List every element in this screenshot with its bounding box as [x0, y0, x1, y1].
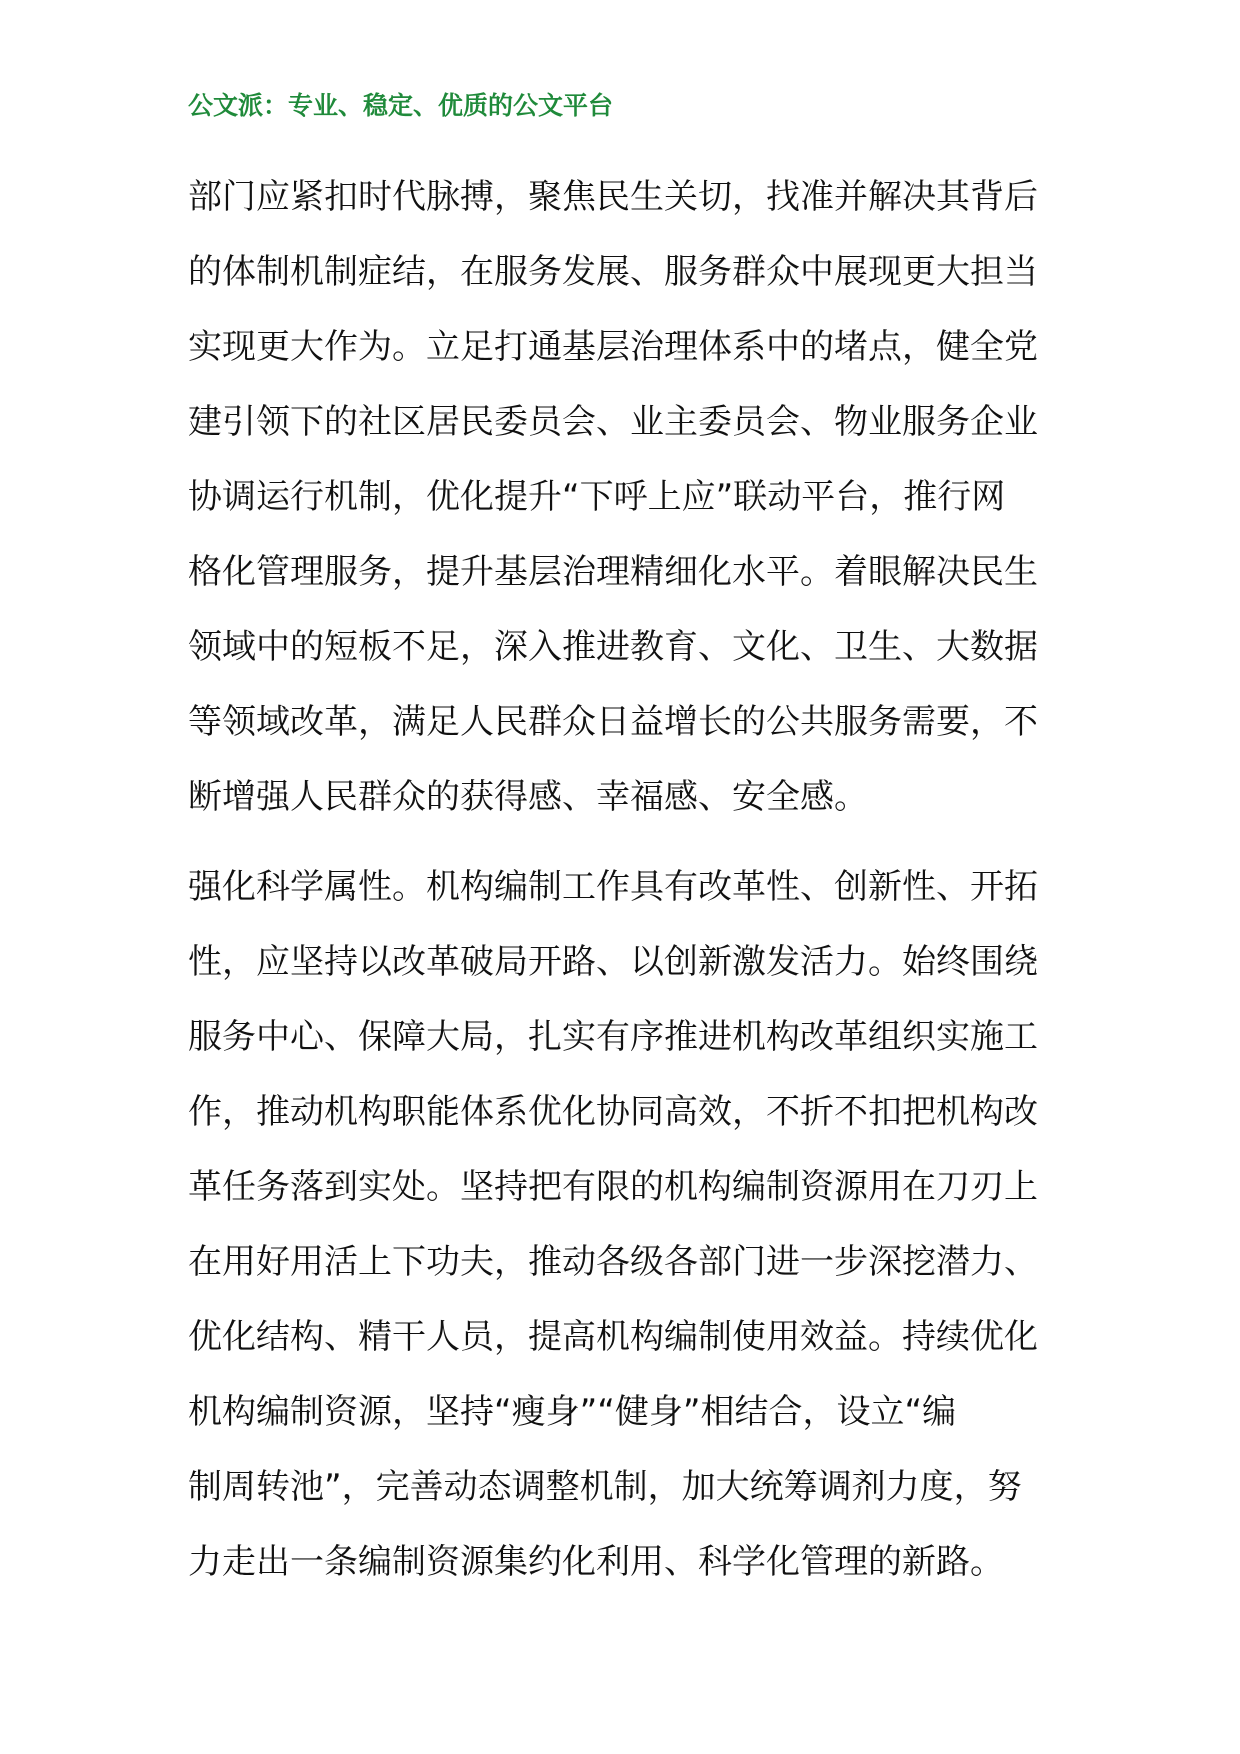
paragraph-line: 等领域改革，满足人民群众日益增长的公共服务需要，不	[188, 702, 1038, 742]
paragraph-line: 力走出一条编制资源集约化利用、科学化管理的新路。	[188, 1542, 1004, 1582]
page-header: 公文派：专业、稳定、优质的公文平台	[188, 91, 614, 120]
paragraph-line: 领域中的短板不足，深入推进教育、文化、卫生、大数据	[188, 627, 1038, 667]
paragraph-line: 在用好用活上下功夫，推动各级各部门进一步深挖潜力、	[188, 1242, 1038, 1282]
paragraph-line: 断增强人民群众的获得感、幸福感、安全感。	[188, 777, 868, 817]
paragraph-line: 服务中心、保障大局，扎实有序推进机构改革组织实施工	[188, 1017, 1038, 1057]
paragraph-line: 格化管理服务，提升基层治理精细化水平。着眼解决民生	[188, 552, 1038, 592]
paragraph-line: 机构编制资源，坚持“瘦身”“健身”相结合，设立“编	[188, 1392, 957, 1432]
paragraph-line: 实现更大作为。立足打通基层治理体系中的堵点，健全党	[188, 327, 1038, 367]
paragraph-line: 优化结构、精干人员，提高机构编制使用效益。持续优化	[188, 1317, 1038, 1357]
paragraph-line: 强化科学属性。机构编制工作具有改革性、创新性、开拓	[188, 867, 1038, 907]
paragraph-1	[188, 160, 1058, 835]
paragraph-line: 建引领下的社区居民委员会、业主委员会、物业服务企业	[188, 402, 1038, 442]
paragraph-line: 的体制机制症结，在服务发展、服务群众中展现更大担当	[188, 252, 1038, 292]
paragraph-line: 制周转池”，完善动态调整机制，加大统筹调剂力度，努	[188, 1467, 1022, 1507]
paragraph-line: 作，推动机构职能体系优化协同高效，不折不扣把机构改	[188, 1092, 1038, 1132]
paragraph-line: 协调运行机制，优化提升“下呼上应”联动平台，推行网	[188, 477, 1006, 517]
paragraph-line: 革任务落到实处。坚持把有限的机构编制资源用在刀刃上	[188, 1167, 1038, 1207]
paragraph-line: 性，应坚持以改革破局开路、以创新激发活力。始终围绕	[188, 942, 1038, 982]
paragraph-2	[188, 850, 1058, 1600]
paragraph-line: 部门应紧扣时代脉搏，聚焦民生关切，找准并解决其背后	[188, 177, 1038, 217]
